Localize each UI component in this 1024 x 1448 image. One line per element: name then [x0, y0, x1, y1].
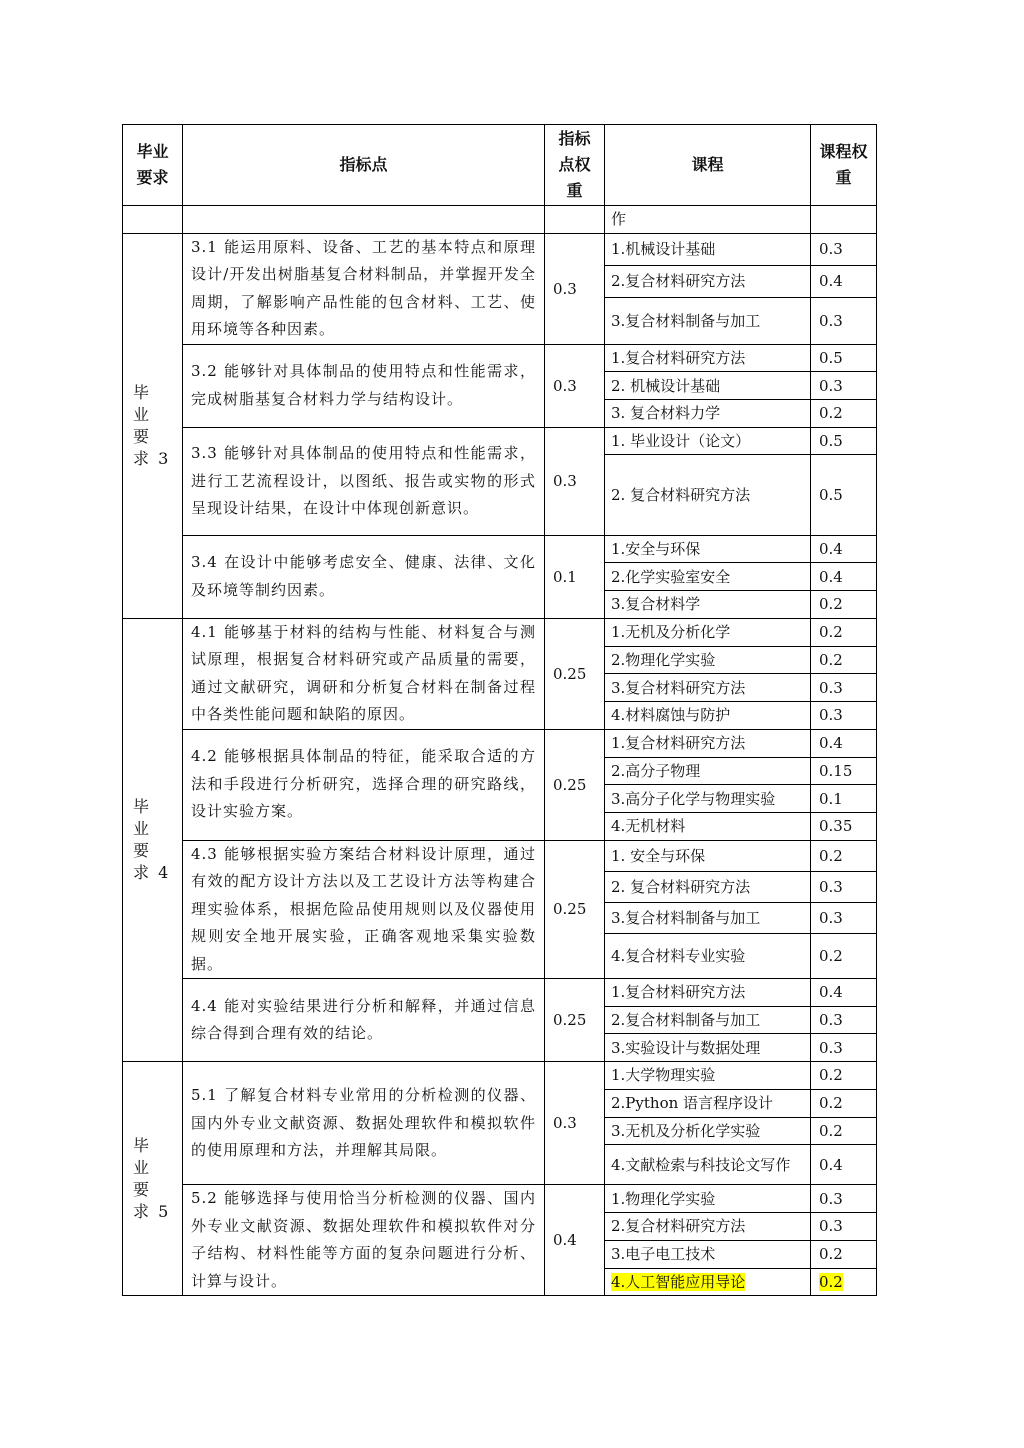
course-name-cell: 3.复合材料研究方法 [605, 674, 811, 702]
course-name-cell: 2.复合材料制备与加工 [605, 1006, 811, 1034]
indicator-weight-cell: 0.25 [545, 618, 605, 729]
indicator-weight-cell: 0.25 [545, 729, 605, 840]
indicator-text-cell: 3.3 能够针对具体制品的使用特点和性能需求，进行工艺流程设计，以图纸、报告或实物的形式呈现设计结果，在设计中体现创新意识。 [183, 427, 545, 535]
indicator-text-cell: 4.3 能够根据实验方案结合材料设计原理，通过有效的配方设计方法以及工艺设计方法等构建合理实验体系，根据危险品使用规则以及仪器使用规则安全地开展实验，正确客观地采集实验数据。 [183, 840, 545, 979]
table-row [123, 729, 877, 757]
course-weight-cell: 0.4 [811, 265, 877, 297]
course-weight-cell: 0.2 [811, 933, 877, 978]
header-course: 课程 [605, 125, 811, 206]
course-name-cell: 3.复合材料制备与加工 [605, 902, 811, 933]
course-weight-cell: 0.4 [811, 979, 877, 1007]
course-weight-cell: 0.5 [811, 427, 877, 455]
requirement-cell: 毕 业 要 求 4 [123, 618, 183, 1061]
indicator-weight-cell: 0.1 [545, 535, 605, 618]
course-weight-cell: 0.4 [811, 535, 877, 563]
course-name-cell: 1.安全与环保 [605, 535, 811, 563]
highlighted-course-weight: 0.2 [819, 1272, 843, 1291]
course-name-cell: 4.文献检索与科技论文写作 [605, 1145, 811, 1185]
course-weight-cell: 0.3 [811, 372, 877, 400]
course-name-cell [605, 1268, 811, 1296]
course-name-cell: 2.复合材料研究方法 [605, 1213, 811, 1241]
course-name-cell: 4.无机材料 [605, 812, 811, 840]
table-row [123, 618, 877, 646]
course-name-cell: 2.化学实验室安全 [605, 563, 811, 591]
course-weight-cell: 0.3 [811, 1213, 877, 1241]
course-name-cell: 2. 复合材料研究方法 [605, 871, 811, 902]
header-requirement: 毕业要求 [123, 125, 183, 206]
course-weight-cell: 0.3 [811, 702, 877, 730]
course-weight-cell: 0.3 [811, 674, 877, 702]
indicator-text-cell: 4.1 能够基于材料的结构与性能、材料复合与测试原理，根据复合材料研究或产品质量的需要，通过文献研究，调研和分析复合材料在制备过程中各类性能问题和缺陷的原因。 [183, 618, 545, 729]
course-name-cell: 1. 安全与环保 [605, 840, 811, 871]
indicator-weight-cell: 0.25 [545, 840, 605, 979]
table-body [123, 206, 877, 1296]
continuation-course-cell: 作 [605, 206, 811, 234]
continuation-empty-cell [545, 206, 605, 234]
course-weight-cell: 0.2 [811, 591, 877, 619]
indicator-text-cell: 5.1 了解复合材料专业常用的分析检测的仪器、国内外专业文献资源、数据处理软件和模拟软件的使用原理和方法，并理解其局限。 [183, 1062, 545, 1185]
course-name-cell: 1.大学物理实验 [605, 1062, 811, 1090]
course-name-cell: 1.机械设计基础 [605, 233, 811, 265]
course-name-cell: 1.无机及分析化学 [605, 618, 811, 646]
indicator-weight-cell: 0.3 [545, 344, 605, 427]
course-weight-cell [811, 1268, 877, 1296]
indicator-weight-cell: 0.4 [545, 1185, 605, 1296]
course-weight-cell: 0.2 [811, 618, 877, 646]
course-name-cell: 1.复合材料研究方法 [605, 729, 811, 757]
table-row [123, 427, 877, 455]
course-name-cell: 3.高分子化学与物理实验 [605, 785, 811, 813]
course-name-cell: 2.Python 语言程序设计 [605, 1089, 811, 1117]
indicator-text-cell: 4.2 能够根据具体制品的特征，能采取合适的方法和手段进行分析研究，选择合理的研究路线，设计实验方案。 [183, 729, 545, 840]
course-name-cell: 1.物理化学实验 [605, 1185, 811, 1213]
course-name-cell: 2.高分子物理 [605, 757, 811, 785]
course-weight-cell: 0.3 [811, 1034, 877, 1062]
course-name-cell: 3.复合材料学 [605, 591, 811, 619]
table-row [123, 1062, 877, 1090]
continuation-empty-cell [123, 206, 183, 234]
course-weight-cell: 0.4 [811, 1145, 877, 1185]
indicator-text-cell: 3.1 能运用原料、设备、工艺的基本特点和原理设计/开发出树脂基复合材料制品，并掌握开发全周期，了解影响产品性能的包含材料、工艺、使用环境等各种因素。 [183, 233, 545, 344]
course-name-cell: 1. 毕业设计（论文） [605, 427, 811, 455]
table-row [123, 1185, 877, 1213]
course-weight-cell: 0.35 [811, 812, 877, 840]
header-row [123, 125, 877, 206]
requirement-cell: 毕 业 要 求 3 [123, 233, 183, 618]
table-row [123, 233, 877, 265]
course-weight-cell: 0.3 [811, 902, 877, 933]
table-row [123, 535, 877, 563]
course-name-cell: 3.电子电工技术 [605, 1240, 811, 1268]
indicator-text-cell: 4.4 能对实验结果进行分析和解释，并通过信息综合得到合理有效的结论。 [183, 979, 545, 1062]
course-weight-cell: 0.2 [811, 1240, 877, 1268]
course-name-cell: 2. 复合材料研究方法 [605, 455, 811, 535]
course-weight-cell: 0.15 [811, 757, 877, 785]
course-weight-cell: 0.2 [811, 1117, 877, 1145]
course-weight-cell: 0.1 [811, 785, 877, 813]
indicator-text-cell: 3.2 能够针对具体制品的使用特点和性能需求，完成树脂基复合材料力学与结构设计。 [183, 344, 545, 427]
course-name-cell: 4.复合材料专业实验 [605, 933, 811, 978]
course-weight-cell: 0.4 [811, 563, 877, 591]
course-weight-cell: 0.3 [811, 1006, 877, 1034]
course-weight-cell: 0.2 [811, 1089, 877, 1117]
continuation-empty-cell [183, 206, 545, 234]
requirement-cell: 毕 业 要 求 5 [123, 1062, 183, 1296]
course-weight-cell: 0.5 [811, 455, 877, 535]
course-name-cell: 1.复合材料研究方法 [605, 979, 811, 1007]
course-name-cell: 2.物理化学实验 [605, 646, 811, 674]
indicator-text-cell: 3.4 在设计中能够考虑安全、健康、法律、文化及环境等制约因素。 [183, 535, 545, 618]
table-row [123, 979, 877, 1007]
course-name-cell: 3. 复合材料力学 [605, 400, 811, 428]
course-weight-cell: 0.2 [811, 840, 877, 871]
curriculum-matrix-table [122, 124, 877, 1296]
course-weight-cell: 0.3 [811, 871, 877, 902]
course-weight-cell: 0.2 [811, 400, 877, 428]
course-weight-cell: 0.3 [811, 233, 877, 265]
indicator-weight-cell: 0.3 [545, 427, 605, 535]
header-indicator: 指标点 [183, 125, 545, 206]
continuation-row [123, 206, 877, 234]
course-name-cell: 3.无机及分析化学实验 [605, 1117, 811, 1145]
course-name-cell: 4.材料腐蚀与防护 [605, 702, 811, 730]
course-name-cell: 2. 机械设计基础 [605, 372, 811, 400]
course-weight-cell: 0.3 [811, 298, 877, 345]
continuation-empty-cell [811, 206, 877, 234]
table-row [123, 840, 877, 871]
course-name-cell: 3.实验设计与数据处理 [605, 1034, 811, 1062]
course-name-cell: 2.复合材料研究方法 [605, 265, 811, 297]
course-weight-cell: 0.5 [811, 344, 877, 372]
course-weight-cell: 0.2 [811, 646, 877, 674]
course-name-cell: 3.复合材料制备与加工 [605, 298, 811, 345]
course-name-cell: 1.复合材料研究方法 [605, 344, 811, 372]
course-weight-cell: 0.2 [811, 1062, 877, 1090]
header-course-weight: 课程权重 [811, 125, 877, 206]
indicator-weight-cell: 0.25 [545, 979, 605, 1062]
highlighted-course-name: 4.人工智能应用导论 [611, 1272, 746, 1291]
course-weight-cell: 0.3 [811, 1185, 877, 1213]
indicator-weight-cell: 0.3 [545, 1062, 605, 1185]
table-row [123, 344, 877, 372]
indicator-weight-cell: 0.3 [545, 233, 605, 344]
header-indicator-weight: 指标点权重 [545, 125, 605, 206]
indicator-text-cell: 5.2 能够选择与使用恰当分析检测的仪器、国内外专业文献资源、数据处理软件和模拟软件对分子结构、材料性能等方面的复杂问题进行分析、计算与设计。 [183, 1185, 545, 1296]
course-weight-cell: 0.4 [811, 729, 877, 757]
